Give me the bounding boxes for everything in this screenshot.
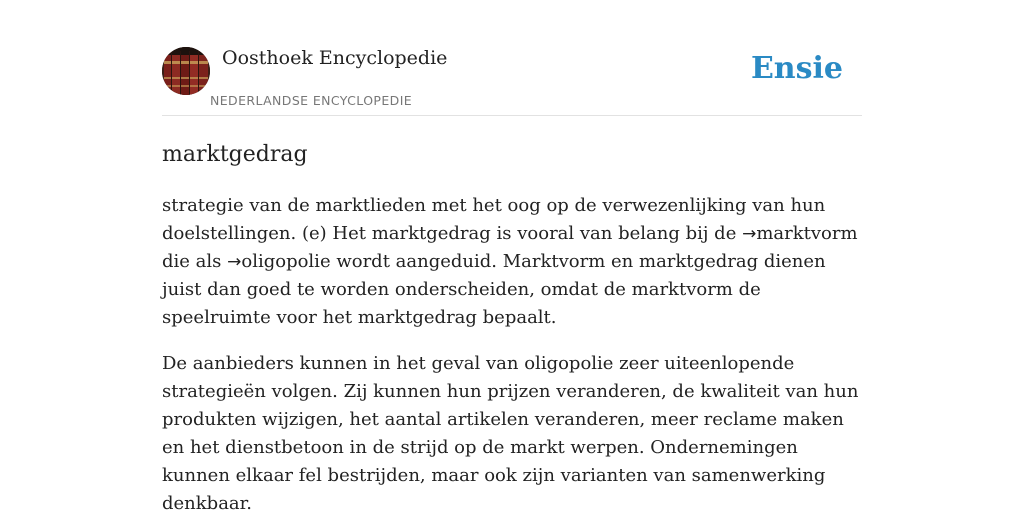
link-oligopolie[interactable]: oligopolie (241, 251, 331, 272)
arrow-icon: → (742, 224, 757, 244)
site-header (162, 0, 862, 116)
article-body (162, 192, 862, 512)
paragraph-1 (162, 192, 862, 332)
page-title: marktgedrag (162, 142, 308, 167)
paragraph-1-text-a: strategie van de marktlieden met het oog op de verwezenlijking van hun doelstellingen. (e) Het marktgedrag is vooral van belang bij de (162, 195, 826, 244)
site-title[interactable]: Oosthoek Encyclopedie (222, 47, 448, 69)
paragraph-1-text-c: wordt aangeduid. Marktvorm en marktgedrag dienen juist dan goed te worden onderscheiden, omdat de marktvorm de speelruimte voor het marktgedrag bepaalt. (162, 251, 826, 328)
paragraph-1-text-b: die als (162, 251, 228, 272)
brand-logo[interactable]: Ensie (750, 51, 843, 86)
site-subtitle: NEDERLANDSE ENCYCLOPEDIE (210, 93, 413, 108)
paragraph-2: De aanbieders kunnen in het geval van oligopolie zeer uiteenlopende strategieën volgen. Zij kunnen hun prijzen veranderen, de kwaliteit van hun produkten wijzigen, het aantal artikelen veranderen, meer reclame maken en het dienstbetoon in de strijd op de markt werpen. Ondernemingen kunnen elkaar fel bestrijden, maar ook zijn varianten van samenwerking denkbaar. (162, 353, 859, 512)
encyclopedia-books-icon[interactable] (162, 47, 210, 95)
arrow-icon: → (227, 252, 242, 272)
link-marktvorm[interactable]: marktvorm (756, 223, 858, 244)
page (162, 0, 862, 512)
